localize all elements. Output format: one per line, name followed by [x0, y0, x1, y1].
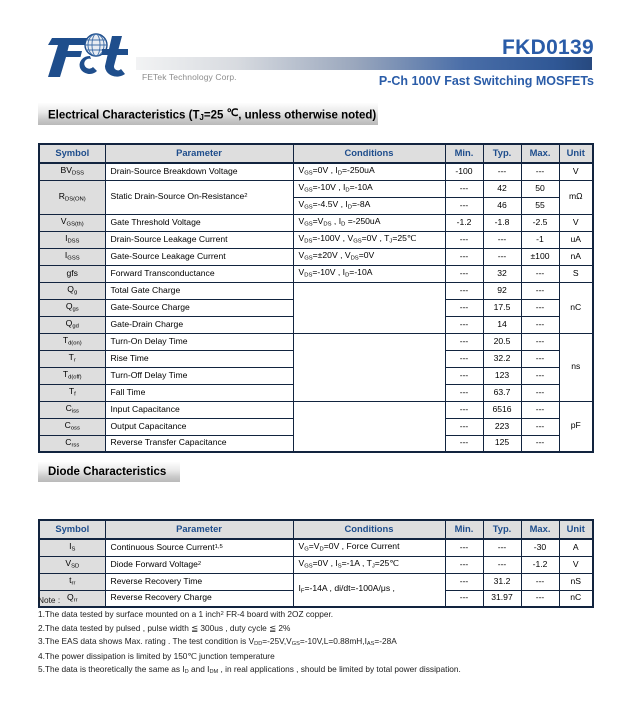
col-max: Max. [521, 144, 559, 163]
note-item: 1.The data tested by surface mounted on a 1 inch$^2$ FR-4 board with 2OZ copper. [38, 609, 334, 620]
cell-conditions [293, 282, 445, 333]
subscript: GS(th) [66, 221, 84, 228]
table-row [39, 282, 593, 299]
cell-unit: mΩ [559, 180, 593, 214]
subscript: G [304, 546, 309, 553]
cell-max: --- [521, 333, 559, 350]
cell-conditions [293, 333, 445, 401]
subscript: rss [71, 442, 80, 449]
cell-parameter: Total Gate Charge [105, 282, 293, 299]
cell-parameter: Static Drain-Source On-Resistance$^2$ [105, 180, 293, 214]
cell-max: --- [521, 418, 559, 435]
cell-unit: ns [559, 333, 593, 401]
cell-max: --- [521, 401, 559, 418]
cell-conditions: $V_{GS}=-10V$ , $I_D=-10A$ [293, 180, 445, 197]
cell-max: --- [521, 367, 559, 384]
cell-conditions: $V_{DS}=-100V$ , $V_{GS}=0V$ , $T_J=25℃$ [293, 231, 445, 248]
fetek-logo [38, 32, 148, 78]
cell-min: --- [445, 435, 483, 452]
cell-max: --- [521, 384, 559, 401]
cell-symbol: $T_{d(off)}$ [39, 367, 105, 384]
superscript: 1,5 [214, 543, 223, 550]
cell-min: --- [445, 384, 483, 401]
cell-unit: V [559, 163, 593, 180]
subscript: SD [71, 563, 80, 570]
cell-symbol: $Q_{rr}$ [39, 590, 105, 607]
cell-symbol: $I_{DSS}$ [39, 231, 105, 248]
subscript: GS [304, 170, 313, 177]
superscript: 2 [244, 192, 248, 199]
cell-conditions: $V_G=V_D=0V$ , Force Current [293, 539, 445, 556]
subscript: DS [304, 238, 313, 245]
cell-typ: 223 [483, 418, 521, 435]
section-heading-diode [38, 462, 180, 482]
cell-min: -100 [445, 163, 483, 180]
cell-typ: 63.7 [483, 384, 521, 401]
cell-parameter: Reverse Recovery Time [105, 573, 293, 590]
cell-typ: 20.5 [483, 333, 521, 350]
cell-min: --- [445, 539, 483, 556]
note-item: 3.The EAS data shows Max. rating . The test condition is $V_{DD}=-25V,V_{GS}=-10V,L=0.88mH,I_{AS}=-28A$ [38, 636, 397, 648]
table-row [39, 214, 593, 231]
subscript: J [389, 238, 393, 245]
note-item: 5.The data is theoretically the same as $I_D$ and $I_{DM}$ , in real applications , should be limited by total power dissipation. [38, 664, 461, 676]
cell-parameter: Forward Transconductance [105, 265, 293, 282]
cell-typ: 42 [483, 180, 521, 197]
cell-min: --- [445, 316, 483, 333]
subscript: D [345, 187, 350, 194]
cell-symbol: $V_{SD}$ [39, 556, 105, 573]
cell-parameter: Output Capacitance [105, 418, 293, 435]
cell-symbol: $V_{GS(th)}$ [39, 214, 105, 231]
fetek-logo-mark [38, 32, 148, 78]
cell-conditions: $V_{GS}=-4.5V$ , $I_D=-8A$ [293, 197, 445, 214]
cell-typ: -1.8 [483, 214, 521, 231]
cell-max: 50 [521, 180, 559, 197]
cell-min: --- [445, 367, 483, 384]
cell-max: ±100 [521, 248, 559, 265]
cell-symbol: $t_{rr}$ [39, 573, 105, 590]
cell-unit: V [559, 556, 593, 573]
section-title-diode-text: Diode Characteristics [48, 466, 167, 478]
cell-min: --- [445, 197, 483, 214]
cell-max: --- [521, 265, 559, 282]
cell-min: --- [445, 556, 483, 573]
cell-typ: --- [483, 163, 521, 180]
table-row [39, 401, 593, 418]
subscript: GS [353, 238, 362, 245]
cell-unit: nA [559, 248, 593, 265]
cell-max: --- [521, 163, 559, 180]
cell-parameter: Gate Threshold Voltage [105, 214, 293, 231]
subscript: DS [350, 255, 359, 262]
page-header [0, 0, 628, 88]
note-item: 4.The power dissipation is limited by 150℃ junction temperature [38, 650, 275, 661]
superscript: 2 [197, 560, 202, 567]
cell-symbol: $R_{DS(ON)}$ [39, 180, 105, 214]
table-row [39, 231, 593, 248]
cell-parameter: Turn-On Delay Time [105, 333, 293, 350]
electrical-table-head [39, 144, 593, 163]
cell-symbol: $Q_g$ [39, 282, 105, 299]
cell-max: -1.2 [521, 556, 559, 573]
subscript: GSS [67, 255, 80, 262]
electrical-table-body [39, 163, 593, 452]
cell-conditions: $I_F=-14A$ , di/dt=-100A/μs , [293, 573, 445, 607]
col-min: Min. [445, 144, 483, 163]
cell-symbol: gfs [39, 265, 105, 282]
subscript: gd [72, 323, 79, 330]
note-item: 2.The data tested by pulsed , pulse width ≦ 300us , duty cycle ≦ 2% [38, 622, 291, 633]
cell-typ: 6516 [483, 401, 521, 418]
cell-typ: 92 [483, 282, 521, 299]
cell-max: 55 [521, 197, 559, 214]
cell-typ: 125 [483, 435, 521, 452]
cell-max: --- [521, 316, 559, 333]
table-row [39, 180, 593, 197]
cell-max: -1 [521, 231, 559, 248]
cell-typ: 123 [483, 367, 521, 384]
cell-typ: 46 [483, 197, 521, 214]
cell-min: --- [445, 418, 483, 435]
cell-conditions: $V_{GS}=0V$ , $I_S=-1A$ , $T_J=25℃$ [293, 556, 445, 573]
cell-parameter: Continuous Source Current$^{1,5}$ [105, 539, 293, 556]
subscript: GS [291, 641, 300, 648]
subscript: DS(ON) [64, 195, 86, 202]
cell-typ: 14 [483, 316, 521, 333]
diode-table-head [39, 520, 593, 539]
cell-parameter: Gate-Source Leakage Current [105, 248, 293, 265]
cell-parameter: Diode Forward Voltage$^2$ [105, 556, 293, 573]
subscript: d(on) [68, 340, 82, 347]
col-typ: Typ. [483, 144, 521, 163]
cell-min: --- [445, 180, 483, 197]
part-number: FKD0139 [502, 36, 594, 59]
notes-title: Note : [38, 595, 61, 605]
col-unit: Unit [559, 520, 593, 539]
cell-typ: --- [483, 248, 521, 265]
cell-symbol: $T_{d(on)}$ [39, 333, 105, 350]
cell-typ: --- [483, 539, 521, 556]
subscript: D [341, 221, 346, 228]
cell-symbol: $Q_{gs}$ [39, 299, 105, 316]
notes-list [38, 608, 598, 677]
cell-symbol: $T_r$ [39, 350, 105, 367]
cell-unit: nC [559, 282, 593, 333]
cell-typ: --- [483, 231, 521, 248]
table-row [39, 333, 593, 350]
cell-unit: nS [559, 573, 593, 590]
cell-max: -30 [521, 539, 559, 556]
subscript: rr [73, 597, 78, 604]
col-min: Min. [445, 520, 483, 539]
cell-symbol: $I_S$ [39, 539, 105, 556]
cell-min: --- [445, 333, 483, 350]
cell-parameter: Input Capacitance [105, 401, 293, 418]
table-row [39, 539, 593, 556]
cell-typ: 32 [483, 265, 521, 282]
etitle-tail: , unless otherwise noted) [238, 108, 377, 121]
subscript: GS [304, 563, 313, 570]
subscript: D [337, 170, 342, 177]
cell-min: --- [445, 231, 483, 248]
cell-max: --- [521, 299, 559, 316]
cell-max: --- [521, 573, 559, 590]
subscript: GS [304, 187, 313, 194]
col-symbol: Symbol [39, 144, 105, 163]
subscript: S [71, 546, 76, 553]
subscript: g [73, 289, 78, 296]
subscript: D [184, 669, 189, 676]
electrical-characteristics-table [38, 143, 594, 453]
superscript: 2 [220, 611, 224, 618]
etitle-sub: J [199, 112, 204, 122]
section-title-electrical-text [48, 107, 376, 122]
cell-unit: A [559, 539, 593, 556]
cell-min: --- [445, 590, 483, 607]
subscript: GS [304, 255, 313, 262]
subscript: J [371, 563, 375, 570]
subscript: DD [254, 641, 263, 648]
cell-parameter: Turn-Off Delay Time [105, 367, 293, 384]
cell-symbol: $BV_{DSS}$ [39, 163, 105, 180]
col-symbol: Symbol [39, 520, 105, 539]
col-conditions: Conditions [293, 520, 445, 539]
cell-symbol: $I_{GSS}$ [39, 248, 105, 265]
cell-min: --- [445, 573, 483, 590]
col-parameter: Parameter [105, 144, 293, 163]
table-row [39, 163, 593, 180]
cell-min: --- [445, 401, 483, 418]
col-typ: Typ. [483, 520, 521, 539]
cell-min: --- [445, 248, 483, 265]
table-row [39, 573, 593, 590]
etitle-post: =25 [203, 108, 227, 121]
cell-typ: 31.2 [483, 573, 521, 590]
cell-unit: pF [559, 401, 593, 452]
cell-min: --- [445, 282, 483, 299]
cell-max: -2.5 [521, 214, 559, 231]
subscript: DS [304, 272, 313, 279]
subscript: DSS [71, 170, 84, 177]
cell-unit: uA [559, 231, 593, 248]
cell-typ: 31.97 [483, 590, 521, 607]
cell-max: --- [521, 590, 559, 607]
subscript: rr [71, 580, 76, 587]
cell-min: --- [445, 265, 483, 282]
subscript: d(off) [68, 374, 82, 381]
cell-typ: 32.2 [483, 350, 521, 367]
cell-unit: V [559, 214, 593, 231]
cell-conditions: $V_{GS}=\pm 20V$ , $V_{DS}=0V$ [293, 248, 445, 265]
table-row [39, 248, 593, 265]
subscript: GS [304, 204, 313, 211]
etitle-pre: Electrical Characteristics (T [48, 108, 200, 121]
cell-typ: 17.5 [483, 299, 521, 316]
subscript: GS [304, 221, 313, 228]
subscript: S [337, 563, 342, 570]
cell-symbol: $C_{iss}$ [39, 401, 105, 418]
cell-min: -1.2 [445, 214, 483, 231]
cell-parameter: Gate-Drain Charge [105, 316, 293, 333]
col-conditions: Conditions [293, 144, 445, 163]
cell-conditions: $V_{GS}=V_{DS}$ , $I_D =-250uA$ [293, 214, 445, 231]
cell-max: --- [521, 282, 559, 299]
subscript: D [347, 204, 352, 211]
table-row [39, 556, 593, 573]
product-subtitle: P-Ch 100V Fast Switching MOSFETs [378, 74, 594, 88]
subscript: D [319, 546, 324, 553]
table-header-row [39, 144, 593, 163]
cell-symbol: $T_f$ [39, 384, 105, 401]
cell-max: --- [521, 350, 559, 367]
table-header-row [39, 520, 593, 539]
subscript: DM [209, 669, 219, 676]
subscript: oss [70, 425, 80, 432]
cell-parameter: Drain-Source Leakage Current [105, 231, 293, 248]
cell-symbol: $Q_{gd}$ [39, 316, 105, 333]
cell-parameter: Drain-Source Breakdown Voltage [105, 163, 293, 180]
subscript: f [74, 391, 76, 398]
subscript: AS [366, 641, 375, 648]
etitle-degree: ℃ [226, 107, 239, 119]
subscript: DS [323, 221, 332, 228]
cell-unit: nC [559, 590, 593, 607]
company-name: FETek Technology Corp. [142, 72, 237, 82]
cell-parameter: Fall Time [105, 384, 293, 401]
cell-min: --- [445, 350, 483, 367]
cell-conditions [293, 401, 445, 452]
cell-symbol: $C_{oss}$ [39, 418, 105, 435]
notes-block [38, 594, 598, 677]
subscript: F [300, 588, 305, 595]
table-row [39, 265, 593, 282]
subscript: D [345, 272, 350, 279]
cell-symbol: $C_{rss}$ [39, 435, 105, 452]
cell-parameter: Reverse Transfer Capacitance [105, 435, 293, 452]
subscript: r [73, 357, 76, 364]
subscript: gs [72, 306, 79, 313]
cell-max: --- [521, 435, 559, 452]
cell-typ: --- [483, 556, 521, 573]
cell-conditions: $V_{DS}=-10V$ , $I_D=-10A$ [293, 265, 445, 282]
cell-parameter: Gate-Source Charge [105, 299, 293, 316]
cell-min: --- [445, 299, 483, 316]
cell-parameter: Reverse Recovery Charge [105, 590, 293, 607]
col-parameter: Parameter [105, 520, 293, 539]
col-unit: Unit [559, 144, 593, 163]
cell-parameter: Rise Time [105, 350, 293, 367]
col-max: Max. [521, 520, 559, 539]
section-heading-electrical [38, 103, 378, 125]
subscript: iss [71, 408, 79, 415]
cell-conditions: $V_{GS}=0V$ , $I_D=-250uA$ [293, 163, 445, 180]
subscript: DSS [67, 238, 80, 245]
cell-unit: S [559, 265, 593, 282]
